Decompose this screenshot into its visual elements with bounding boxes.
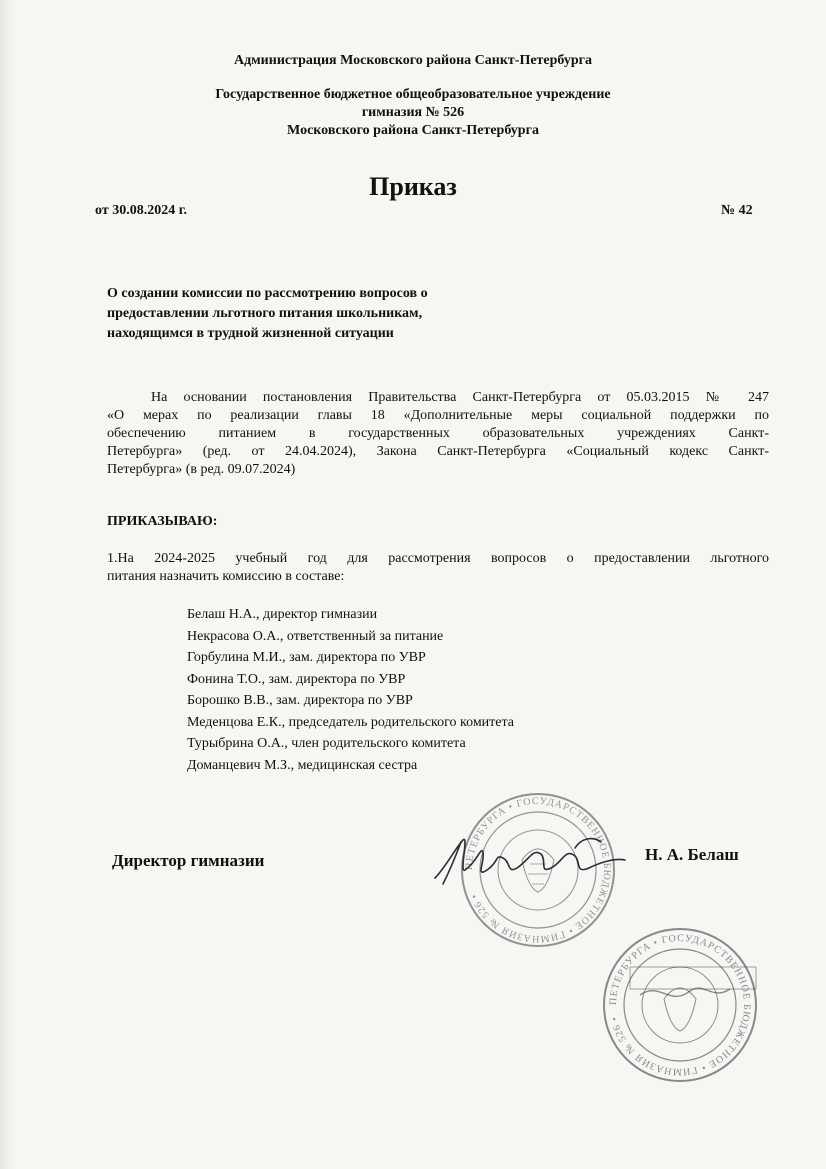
member-item: Белаш Н.А., директор гимназии — [187, 607, 378, 622]
document-subject — [107, 284, 537, 344]
document-title: Приказ — [369, 172, 457, 201]
director-signature — [425, 818, 635, 898]
basis-paragraph — [107, 389, 769, 479]
subject-line-3: находящимся в трудной жизненной ситуации — [107, 326, 394, 341]
basis-line-3: обеспечению питанием в государственных образовательных учреждениях Санкт- — [107, 426, 769, 441]
basis-line-2: «О мерах по реализации главы 18 «Дополнительные меры социальной поддержки по — [107, 408, 769, 423]
order-item-1 — [107, 550, 769, 586]
member-item: Горбулина М.И., зам. директора по УВР — [187, 650, 426, 665]
commission-members-list — [187, 604, 514, 776]
signer-name: Н. А. Белаш — [645, 845, 739, 864]
signer-position: Директор гимназии — [112, 851, 265, 870]
member-item: Меденцова Е.К., председатель родительского комитета — [187, 714, 515, 730]
stamp-ring-text: ПЕТЕРБУРГА • ГОСУДАРСТВЕННОЕ БЮДЖЕТНОЕ • ГИМНАЗИЯ № 526 • — [463, 795, 613, 945]
official-stamp-seal-lower — [600, 925, 760, 1085]
member-item: Некрасова О.А., ответственный за питание — [187, 628, 444, 644]
member-item: Доманцевич М.З., медицинская сестра — [187, 757, 418, 773]
basis-line-5: Петербурга» (в ред. 09.07.2024) — [107, 462, 296, 477]
institution-line-2: гимназия № 526 — [361, 105, 465, 120]
order-heading: ПРИКАЗЫВАЮ: — [107, 514, 218, 529]
item1-line-1: 1.На 2024-2025 учебный год для рассмотрения вопросов о предоставлении льготного — [107, 551, 769, 566]
stamp-ring-text-lower: ПЕТЕРБУРГА • ГОСУДАРСТВЕННОЕ БЮДЖЕТНОЕ • ГИМНАЗИЯ № 526 • — [607, 932, 753, 1078]
member-item: Турыбрина О.А., член родительского комитета — [187, 736, 466, 751]
subject-line-2: предоставлении льготного питания школьникам, — [107, 306, 423, 321]
document-number: № 42 — [721, 203, 753, 218]
administration-header: Администрация Московского района Санкт-Петербурга — [233, 53, 593, 68]
member-item: Фонина Т.О., зам. директора по УВР — [187, 671, 406, 687]
institution-line-3: Московского района Санкт-Петербурга — [287, 123, 539, 138]
document-date: от 30.08.2024 г. — [95, 203, 187, 218]
member-item: Борошко В.В., зам. директора по УВР — [187, 693, 413, 708]
institution-header — [0, 86, 826, 140]
subject-line-1: О создании комиссии по рассмотрению вопросов о — [107, 286, 428, 301]
institution-line-1: Государственное бюджетное общеобразовательное учреждение — [215, 87, 611, 102]
basis-line-4: Петербурга» (ред. от 24.04.2024), Закона Санкт-Петербурга «Социальный кодекс Санкт- — [107, 444, 769, 459]
item1-line-2: питания назначить комиссию в составе: — [107, 569, 345, 584]
basis-line-1: На основании постановления Правительства Санкт-Петербурга от 05.03.2015 № 247 — [151, 390, 769, 405]
